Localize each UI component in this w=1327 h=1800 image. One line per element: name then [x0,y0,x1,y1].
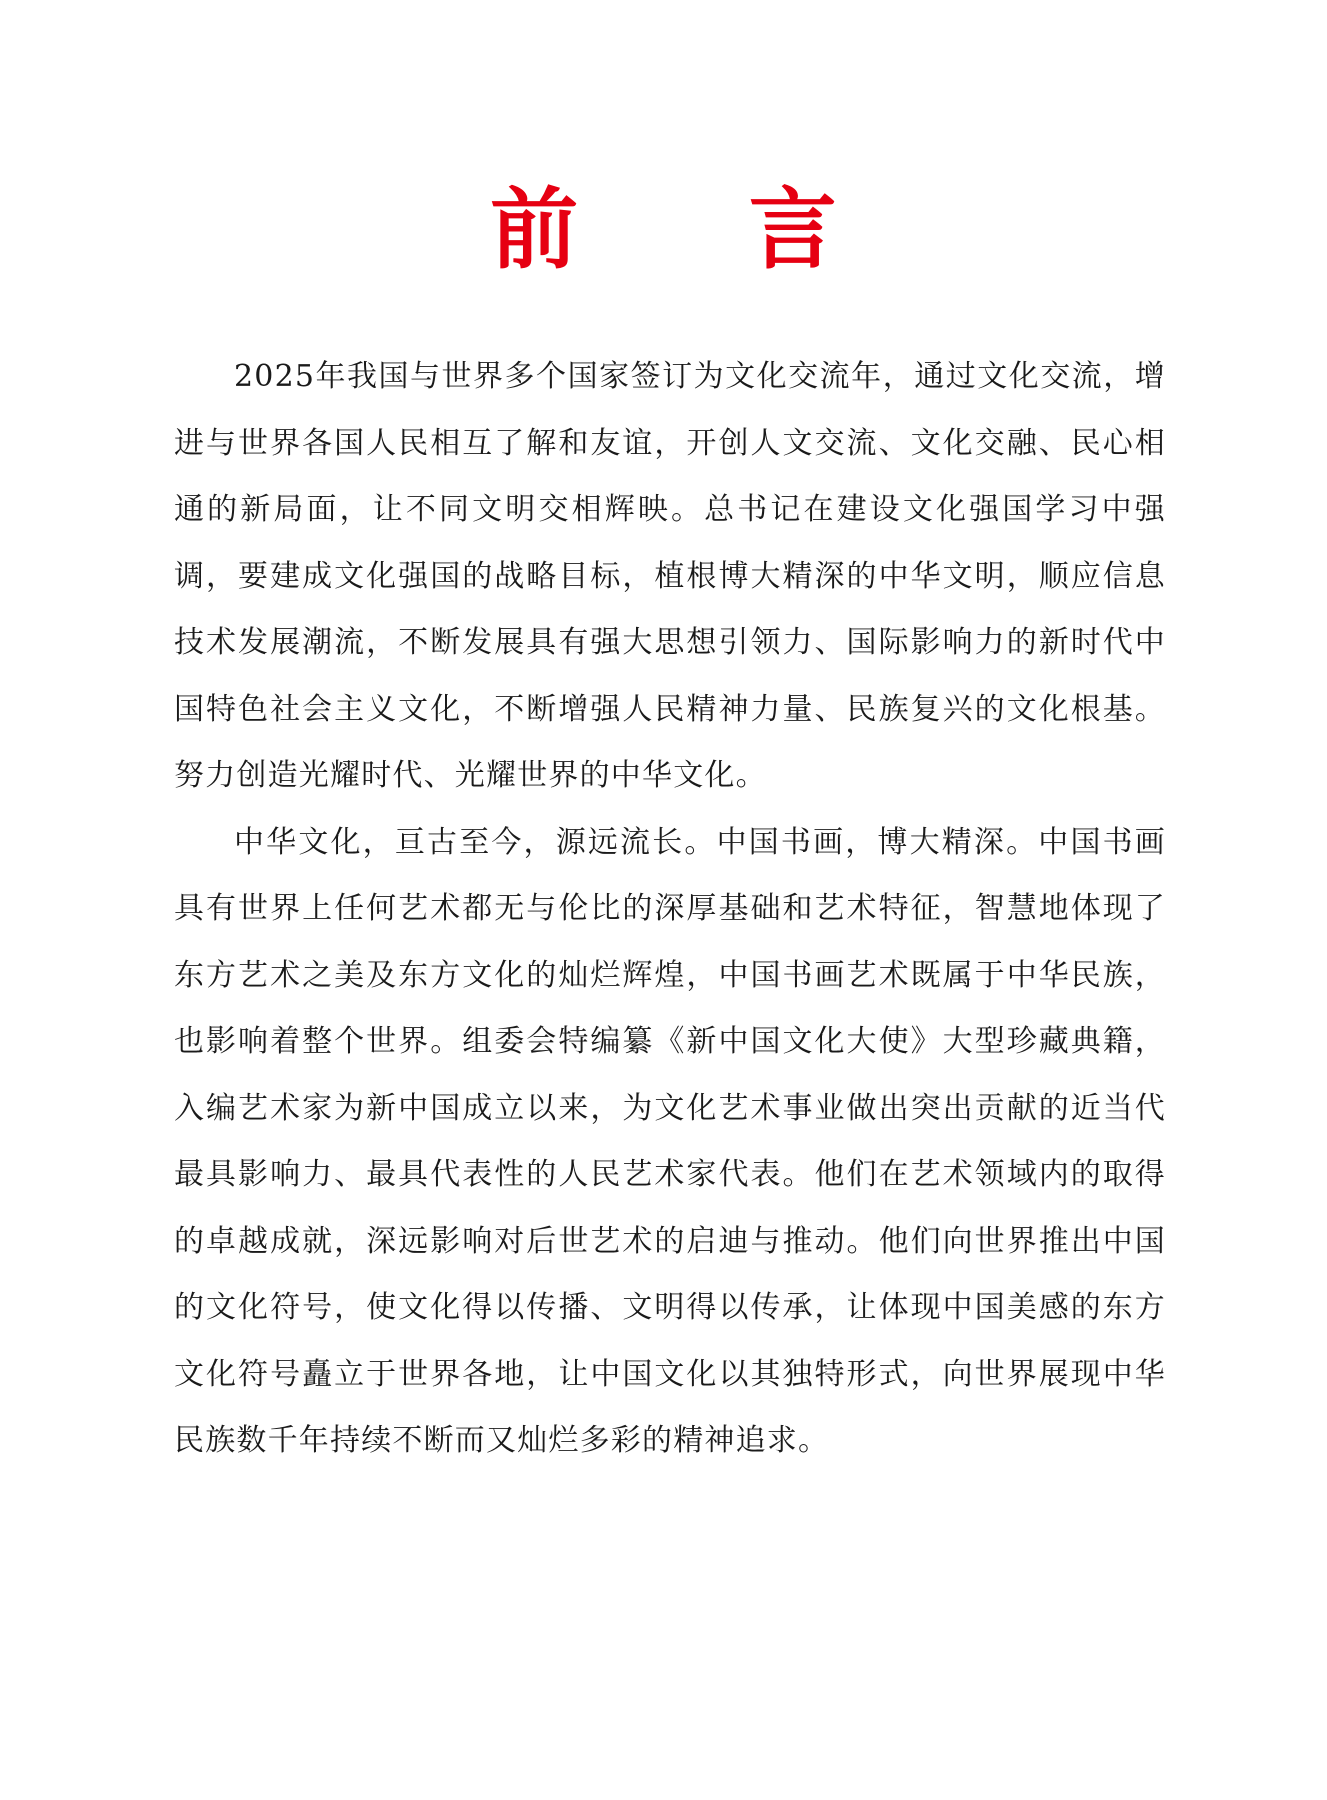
page-title: 前 言 [490,178,907,281]
preface-body [174,344,1166,1475]
paragraph-1: 2025年我国与世界多个国家签订为文化交流年，通过文化交流，增进与世界各国人民相互了解和友谊，开创人文交流、文化交融、民心相通的新局面，让不同文明交相辉映。总书记在建设文化强国学习中强调，要建成文化强国的战略目标，植根博大精深的中华文明，顺应信息技术发展潮流，不断发展具有强大思想引领力、国际影响力的新时代中国特色社会主义文化，不断增强人民精神力量、民族复兴的文化根基。努力创造光耀时代、光耀世界的中华文化。 [174,359,1166,793]
paragraph-2: 中华文化，亘古至今，源远流长。中国书画，博大精深。中国书画具有世界上任何艺术都无与伦比的深厚基础和艺术特征，智慧地体现了东方艺术之美及东方文化的灿烂辉煌，中国书画艺术既属于中华民族，也影响着整个世界。组委会特编纂《新中国文化大使》大型珍藏典籍，入编艺术家为新中国成立以来，为文化艺术事业做出突出贡献的近当代最具影响力、最具代表性的人民艺术家代表。他们在艺术领域内的取得的卓越成就，深远影响对后世艺术的启迪与推动。他们向世界推出中国的文化符号，使文化得以传播、文明得以传承，让体现中国美感的东方文化符号矗立于世界各地，让中国文化以其独特形式，向世界展现中华民族数千年持续不断而又灿烂多彩的精神追求。 [174,824,1166,1458]
